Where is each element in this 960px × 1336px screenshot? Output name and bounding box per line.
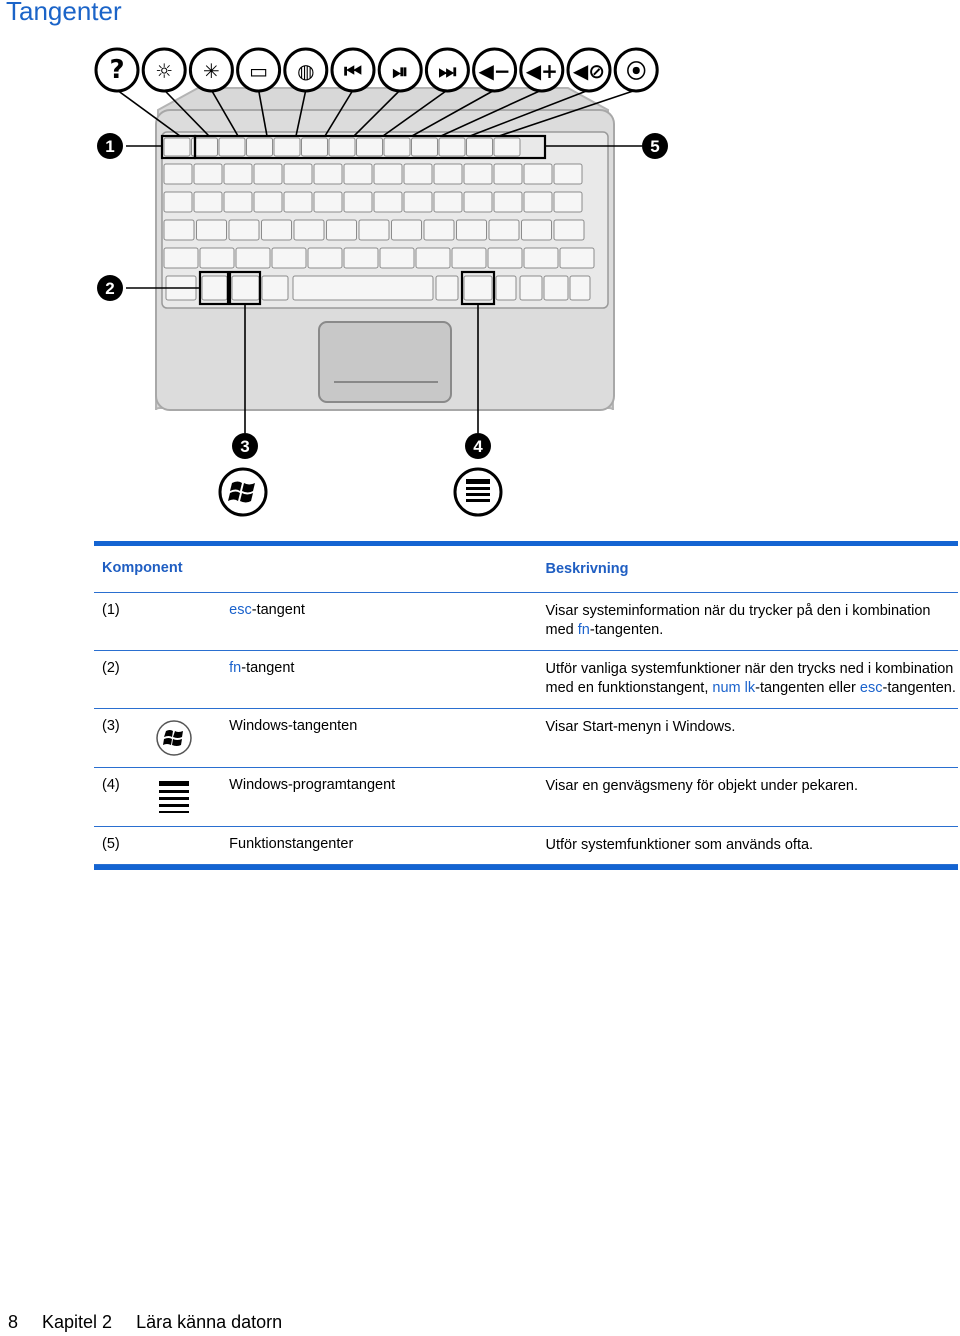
- keyboard-key: [294, 220, 324, 240]
- component-label: Windows-programtangent: [229, 776, 396, 793]
- keyboard-key: [284, 192, 312, 212]
- keyboard-key: [284, 164, 312, 184]
- keyboard-key: [489, 220, 519, 240]
- previous-track-icon: [332, 49, 374, 91]
- component-description: [546, 592, 958, 650]
- keyboard-key: [329, 138, 355, 156]
- svg-text:⦿: ⦿: [626, 59, 647, 83]
- component-label: -tangent: [251, 601, 305, 618]
- svg-text:2: 2: [105, 279, 115, 298]
- keyboard-key: [467, 138, 493, 156]
- keyboard-key: [374, 192, 402, 212]
- keyboard-key: [197, 220, 227, 240]
- keyboard-key: [236, 248, 270, 268]
- keyboard-key: [524, 192, 552, 212]
- svg-text:⏮: ⏮: [344, 59, 362, 83]
- keyboard-key: [524, 164, 552, 184]
- keyboard-key: [164, 248, 198, 268]
- svg-text:⏭: ⏭: [438, 59, 457, 83]
- menu-key-icon: [154, 777, 194, 817]
- svg-text:?: ?: [109, 55, 125, 85]
- table-row: [94, 708, 958, 767]
- keyboard-key: [544, 276, 568, 300]
- wireless-icon: [615, 49, 657, 91]
- header-component: Komponent: [102, 560, 183, 576]
- keyboard-key: [554, 164, 582, 184]
- callout-3: [232, 433, 258, 459]
- keyboard-key: [380, 248, 414, 268]
- component-label: -tangent: [241, 659, 295, 676]
- keyboard-key: [344, 248, 378, 268]
- keyboard-key: [412, 138, 438, 156]
- keyboard-key: [272, 248, 306, 268]
- table-row: [94, 592, 958, 650]
- keyboard-key: [524, 248, 558, 268]
- keyboard-key: [404, 192, 432, 212]
- page-footer: [8, 1312, 306, 1333]
- callout-1: [97, 133, 123, 159]
- callout-4: [465, 433, 491, 459]
- keyboard-key: [436, 276, 458, 300]
- function-key-icons: [96, 49, 657, 91]
- keyboard-key: [560, 248, 594, 268]
- description-text: -tangenten.: [589, 622, 664, 638]
- component-label: Funktionstangenter: [229, 835, 354, 852]
- windows-logo-icon: [154, 718, 194, 758]
- keyboard-key: [554, 192, 582, 212]
- keyboard-key: [384, 138, 410, 156]
- windows-logo-icon: [220, 469, 266, 515]
- key-reference: esc: [859, 680, 883, 696]
- description-text: Visar en genvägsmeny för objekt under pekaren.: [545, 777, 858, 794]
- keyboard-key: [494, 164, 522, 184]
- keyboard-key: [164, 138, 190, 156]
- component-number: (5): [102, 835, 120, 852]
- svg-text:◀−: ◀−: [478, 59, 511, 83]
- keyboard-key: [457, 220, 487, 240]
- description-text: Visar systeminformation när du trycker på den i kombination med: [545, 602, 931, 638]
- keyboard-key: [219, 138, 245, 156]
- keyboard-key: [357, 138, 383, 156]
- keyboard-key: [464, 164, 492, 184]
- component-description: [546, 650, 958, 708]
- keyboard-key: [434, 164, 462, 184]
- callout-5: [642, 133, 668, 159]
- keyboard-key: [194, 164, 222, 184]
- volume-down-icon: [474, 49, 516, 91]
- description-text: Utför vanliga systemfunktioner när den trycks ned i kombination med en funktionstangent,: [545, 660, 954, 696]
- keyboard-key: [314, 192, 342, 212]
- keyboard-key: [554, 220, 584, 240]
- component-name: [229, 650, 545, 708]
- mute-icon: [568, 49, 610, 91]
- keyboard-key: [522, 220, 552, 240]
- page-number: 8: [8, 1312, 19, 1332]
- key-name: esc: [229, 601, 252, 618]
- brightness-up-icon: [190, 49, 232, 91]
- keyboard-key: [254, 192, 282, 212]
- svg-text:⏯: ⏯: [392, 59, 409, 83]
- keyboard-key: [494, 192, 522, 212]
- key-name: fn: [229, 659, 242, 676]
- keyboard-key: [424, 220, 454, 240]
- component-label: Windows-tangenten: [229, 717, 358, 734]
- component-table: [94, 541, 958, 870]
- keyboard-key: [200, 248, 234, 268]
- keyboard-key: [308, 248, 342, 268]
- keyboard-key: [293, 276, 433, 300]
- keyboard-key: [496, 276, 516, 300]
- keyboard-key: [488, 248, 522, 268]
- svg-text:5: 5: [650, 137, 660, 156]
- keyboard-key: [439, 138, 465, 156]
- component-description: [546, 767, 958, 826]
- description-text: Utför systemfunktioner som används ofta.: [545, 836, 814, 853]
- keyboard-key: [262, 276, 288, 300]
- keyboard-key: [570, 276, 590, 300]
- component-number-cell: [94, 767, 229, 826]
- web-icon: [285, 49, 327, 91]
- keyboard-key: [164, 164, 192, 184]
- keyboard-key: [464, 192, 492, 212]
- table-row: [94, 767, 958, 826]
- table-row: [94, 650, 958, 708]
- keyboard-key: [302, 138, 328, 156]
- keyboard-figure: [88, 40, 688, 520]
- description-text: Visar Start-menyn i Windows.: [545, 718, 736, 735]
- keyboard-key: [274, 138, 300, 156]
- keyboard-key: [359, 220, 389, 240]
- keyboard-key: [374, 164, 402, 184]
- menu-key-icon: [455, 469, 501, 515]
- touchpad: [319, 322, 451, 402]
- keyboard-key: [314, 164, 342, 184]
- description-text: -tangenten eller: [755, 680, 860, 696]
- component-name: [229, 826, 545, 865]
- svg-text:4: 4: [473, 437, 483, 456]
- component-name: [229, 767, 545, 826]
- keyboard-key: [254, 164, 282, 184]
- keyboard-key: [416, 248, 450, 268]
- next-track-icon: [426, 49, 468, 91]
- component-description: [546, 826, 958, 865]
- keyboard-key: [344, 192, 372, 212]
- svg-text:1: 1: [105, 137, 115, 156]
- svg-text:☼: ☼: [155, 59, 174, 83]
- chapter-title: Lära känna datorn: [136, 1312, 283, 1332]
- keyboard-key: [194, 192, 222, 212]
- brightness-down-icon: [143, 49, 185, 91]
- header-description: Beskrivning: [545, 561, 629, 577]
- keyboard-key: [202, 276, 227, 300]
- component-number-cell: [94, 650, 229, 708]
- keyboard-key: [404, 164, 432, 184]
- description-text: -tangenten.: [882, 680, 956, 696]
- keyboard-key: [464, 276, 492, 300]
- component-number-cell: [94, 592, 229, 650]
- keyboard-key: [224, 164, 252, 184]
- table-row: [94, 826, 958, 865]
- component-number: (1): [102, 601, 120, 618]
- key-reference: num lk: [712, 680, 756, 696]
- page-title: Tangenter: [6, 0, 122, 26]
- keyboard-key: [262, 220, 292, 240]
- svg-text:▭: ▭: [249, 59, 269, 83]
- chapter-label: Kapitel 2: [42, 1312, 113, 1332]
- svg-text:3: 3: [240, 437, 250, 456]
- keyboard-key: [327, 220, 357, 240]
- display-switch-icon: [238, 49, 280, 91]
- component-number: (3): [102, 717, 120, 734]
- keyboard-key: [452, 248, 486, 268]
- component-number-cell: [94, 708, 229, 767]
- component-number-cell: [94, 826, 229, 865]
- table-header: [94, 546, 958, 592]
- help-icon: [96, 49, 138, 91]
- svg-text:◍: ◍: [297, 59, 315, 83]
- keyboard-key: [232, 276, 259, 300]
- component-description: [546, 708, 958, 767]
- component-number: (2): [102, 659, 120, 676]
- svg-text:✳: ✳: [203, 59, 220, 83]
- keyboard-key: [164, 192, 192, 212]
- keyboard-key: [520, 276, 542, 300]
- play-pause-icon: [379, 49, 421, 91]
- keyboard-key: [224, 192, 252, 212]
- key-reference: fn: [577, 622, 590, 638]
- keyboard-key: [247, 138, 273, 156]
- callout-2: [97, 275, 123, 301]
- svg-text:◀+: ◀+: [525, 59, 558, 83]
- svg-text:◀⊘: ◀⊘: [572, 59, 606, 83]
- volume-up-icon: [521, 49, 563, 91]
- keyboard-key: [392, 220, 422, 240]
- keyboard-key: [494, 138, 520, 156]
- component-name: [229, 708, 545, 767]
- keyboard-key: [229, 220, 259, 240]
- component-name: [229, 592, 545, 650]
- component-number: (4): [102, 776, 120, 793]
- keyboard-key: [434, 192, 462, 212]
- keyboard-key: [344, 164, 372, 184]
- keyboard-key: [164, 220, 194, 240]
